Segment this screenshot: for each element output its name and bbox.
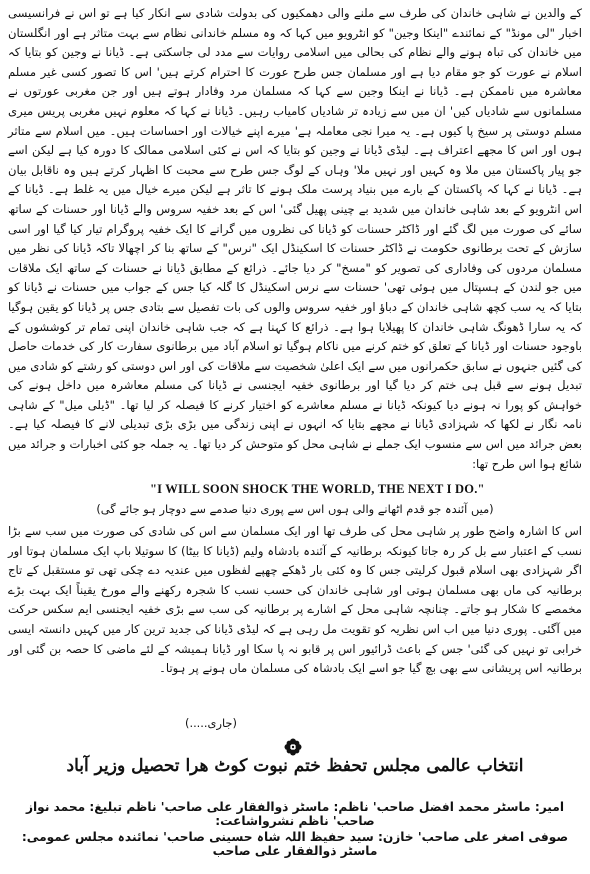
article-paragraph-2: اس کا اشارہ واضح طور پر شاہی محل کی طرف تھا اور ایک مسلمان سے اس کی شادی کی صورت میں سب سے بڑا نسب کے اعتبار سے بل کر رہ جاتا کیونکہ برطانیہ کے آئندہ بادشاہ ولیم (ڈیانا کا بیٹا) کا سوتیلا باپ ایک مسلمان ہوتا اور اگر شہزادی بھی اسلام قبول کرلیتی جس کا وہ کئی بار ڈھکے چھپے لفظوں میں عندیہ دے چکی تھی تو مستقبل کے تاج برطانیہ کی ماں بھی مسلمان ہوتی اور شاہی خاندان کی حسب نسب کا شجرہ رکھنے والے مورخ یقیناً ایک بہت بڑے مخمصے کا شکار ہو جاتے۔ چنانچہ شاہی محل کے اشارے پر برطانیہ کی سب سے بڑی خفیہ ایجنسی ایم سکس حرکت میں آگئی۔ پوری دنیا میں اب اس نظریہ کو تقویت مل رہی ہے کہ لیڈی ڈیانا کی جدید ترین کار میں کہیں دانستہ ایسی خرابی تو نہیں کی گئی' جس کے باعث ڈرائیور اس پر قابو نہ پا سکا اور ڈیانا ہمیشہ کے لئے ماضی کا حصہ بن گئی اور برطانیہ اس پریشانی سے بھی بچ گیا جو اسے ایک بادشاہ کی مسلمان ماں ہونے پر ہوتا۔ (8, 524, 582, 676)
footer-officers-line-2: صوفی اصغر علی صاحب' خازن: سید حفیظ اللہ شاہ حسینی صاحب' نمائندہ مجلس عمومی: ماسٹر ذوالفقار علی صاحب (21, 830, 569, 858)
english-quote: "I WILL SOON SHOCK THE WORLD, THE NEXT I DO." (150, 482, 485, 496)
flower-ornament-icon (284, 738, 302, 756)
article-paragraph-1: کے والدین نے شاہی خاندان کی طرف سے ملنے والی دھمکیوں کی بدولت شادی سے انکار کیا ہے تو اس نے فرانسیسی اخبار "لی مونڈ" کے نمائندے "اینکا وجین" کو انٹرویو میں کہا کہ وہ مسلم خاندانی نظام سے بہت متاثر ہے اور انگلستان میں خاندان کی تباہ ہونے والے نظام کی بحالی میں اسلامی روایات سے مدد لی جاسکتی ہے۔ ڈیانا نے وجین کو بتایا کہ اسلام نے عورت کو جو مقام دیا ہے اور مسلمان جس طرح عورت کا احترام کرتے ہیں' اس کا تصور کسی غیر مسلم معاشرہ میں ناممکن ہے۔ ڈیانا نے اینکا وجین سے کہا کہ مسلمان مرد وفادار ہوتے ہیں اور جن مغربی عورتوں نے مسلمانوں سے شادیاں کیں' ان میں سے زیادہ تر شادیاں کامیاب رہیں۔ ڈیانا نے کہا کہ معلوم نہیں مغربی پریس میری مسلم دوستی پر سیخ پا کیوں ہے۔ یہ میرا نجی معاملہ ہے' میرے اپنے خیالات اور احساسات ہیں۔ میں اسلام سے متاثر ہوں اور اس کا مجھے اعتراف ہے۔ لیڈی ڈیانا نے وجین کو بتایا کہ اس نے کئی اسلامی ممالک کا دورہ کیا ہے لیکن اسے جو پیار پاکستان میں ملا وہ کہیں اور نہیں ملا' وہاں کے لوگ جس طرح سے محبت کا اظہار کرتے ہیں وہ ناقابل بیان ہے۔ ڈیانا نے کہا کہ پاکستان کے بارے میں بنیاد پرست ملک ہونے کا تاثر ہے لیکن میرے خیال میں یہ غلط ہے۔ ڈیانا کے اس انٹرویو کے بعد شاہی خاندان میں شدید بے چینی پھیل گئی' اس کے بعد خفیہ سروس والے ڈیانا اور حسنات کے ساتھ سائے کی صورت میں لگ گئے اور ڈاکٹر حسنات کو ڈیانا کی نظروں میں گرانے کا ایک خفیہ پروگرام تیار کیا گیا اور اسی سازش کے تحت برطانوی حکومت نے ڈاکٹر حسنات کا اسکینڈل ایک "نرس" کے ساتھ بنا کر اچھالا تاکہ ڈیانا کی نظر میں مسلمان مردوں کی وفاداری کی تصویر کو "مسخ" کر دیا جائے۔ ذرائع کے مطابق ڈیانا نے حسنات کے ساتھ ایک ملاقات میں جو لندن کے ہسپتال میں ہوئی تھی' حسنات سے نرس اسکینڈل کا گلہ کیا جس کے جواب میں حسنات نے ڈیانا کو بتایا کہ یہ سب کچھ شاہی خاندان کے دباؤ اور خفیہ سروس والوں کی بات تفصیل سے بتادی جس پر ڈیانا کو یقین ہوگیا کہ یہ سارا ڈھونگ شاہی خاندان کا پھیلایا ہوا ہے۔ ذرائع کا کہنا ہے کہ جب شاہی خاندان اپنی تمام تر کوششوں کے باوجود حسنات اور ڈیانا کے تعلق کو ختم کرنے میں ناکام ہوگیا تو اسلام آباد میں برطانوی سفارت کار کی خدمات حاصل کی گئیں جنہوں نے سابق حکمرانوں میں سے ایک اعلیٰ شخصیت سے ملاقات کی اور اس دوستی کو رشتے کو شادی میں تبدیل ہونے سے قبل ہی ختم کر دیا گیا اور برطانوی خفیہ ایجنسی نے ڈیانا کی مسلم معاشرہ میں داخل ہونے کی خواہش کو پورا نہ ہونے دیا کیونکہ ڈیانا نے مسلم معاشرے کو اختیار کرنے کا فیصلہ کر لیا تھا۔ "ڈیلی میل" کے شاہی نامہ نگار نے لکھا کہ شہزادی ڈیانا نے مجھے بتایا کہ انہوں نے اپنی زندگی میں بڑی بڑی تبدیلی لانے کا فیصلہ کیا ہے۔ بعض جرائد میں اس سے منسوب ایک جملے نے شاہی محل کو متوحش کر دیا تھا۔ یہ جملہ جو کئی اخبارات و جرائد میں شائع ہوا اس طرح تھا: (8, 6, 582, 471)
footer-officers-line-1: امیر: ماسٹر محمد افضل صاحب' ناظم: ماسٹر ذوالفقار علی صاحب' ناظم تبلیغ: محمد نواز صاحب' ناظم نشرواشاعت: (25, 800, 565, 828)
article-body (8, 4, 582, 474)
quote-translation: (میں آئندہ جو قدم اٹھانے والی ہوں اس سے پوری دنیا صدمے سے دوچار ہو جائے گی) (96, 502, 494, 516)
continued-label: (جاری.....) (185, 716, 237, 730)
footer-title: انتخاب عالمی مجلس تحفظ ختم نبوت کوٹ ھرا تحصیل وزیر آباد (66, 756, 524, 776)
